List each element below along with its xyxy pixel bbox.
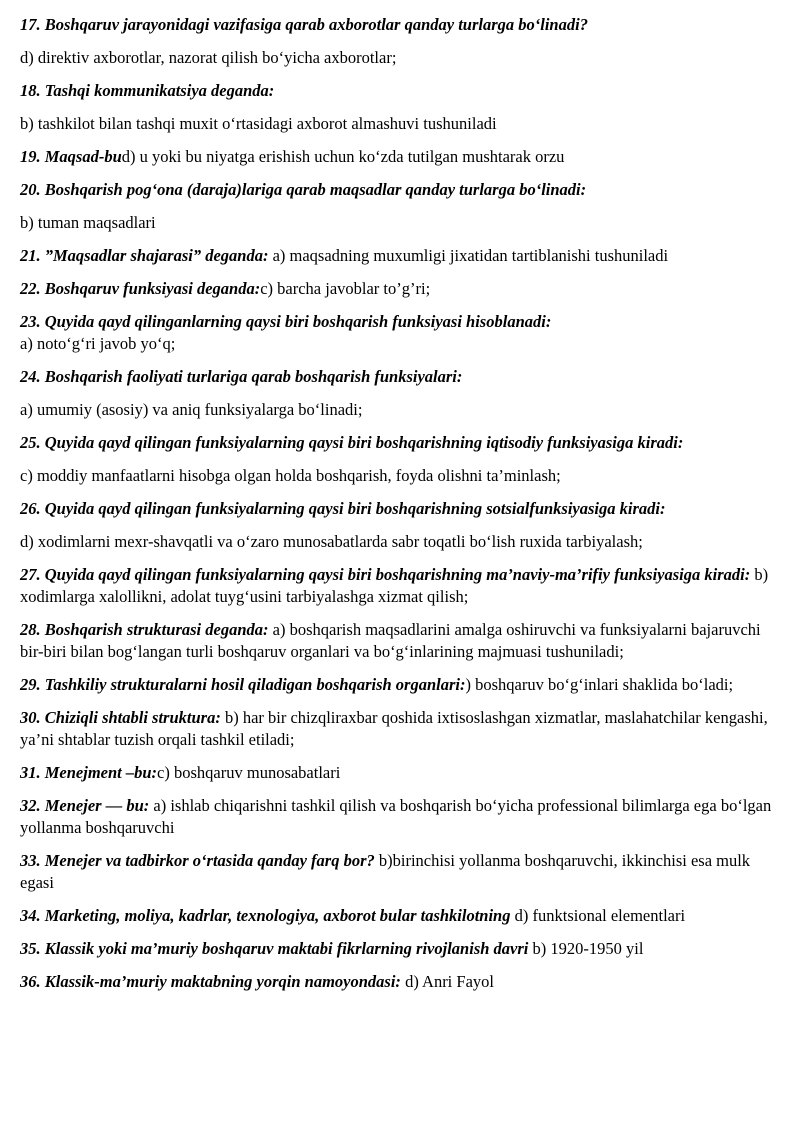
document-page bbox=[20, 14, 788, 993]
paragraph-spacer bbox=[20, 784, 788, 795]
question-text: 35. Klassik yoki ma’muriy boshqaruv maktabi fikrlarning rivojlanish davri bbox=[20, 939, 529, 958]
answer-text: ) boshqaruv bo‘g‘inlari shaklida bo‘ladi; bbox=[465, 675, 734, 694]
paragraph-spacer bbox=[20, 663, 788, 674]
answer-text: b) xodimlarga xalollikni, adolat tuyg‘usini tarbiyalashga xizmat qilish; bbox=[20, 565, 769, 606]
question-text: 19. Maqsad-bu bbox=[20, 147, 122, 166]
question-text: 18. Tashqi kommunikatsiya deganda: bbox=[20, 81, 275, 100]
answer-text: d) direktiv axborotlar, nazorat qilish bo‘yicha axborotlar; bbox=[20, 48, 397, 67]
paragraph-spacer bbox=[20, 267, 788, 278]
paragraph-spacer bbox=[20, 751, 788, 762]
answer-text: a) noto‘g‘ri javob yo‘q; bbox=[20, 334, 176, 353]
question-paragraph bbox=[20, 146, 788, 168]
question-paragraph bbox=[20, 674, 788, 696]
question-paragraph bbox=[20, 971, 788, 993]
answer-text: d) u yoki bu niyatga erishish uchun ko‘zda tutilgan mushtarak orzu bbox=[121, 147, 565, 166]
question-text: 21. ”Maqsadlar shajarasi” deganda: bbox=[20, 246, 269, 265]
answer-text: d) xodimlarni mexr-shavqatli va o‘zaro munosabatlarda sabr toqatli bo‘lish ruxida tarbiyalash; bbox=[20, 532, 643, 551]
question-text: 34. Marketing, moliya, kadrlar, texnologiya, axborot bular tashkilotning bbox=[20, 906, 511, 925]
question-paragraph bbox=[20, 80, 788, 102]
question-paragraph bbox=[20, 795, 788, 839]
question-paragraph bbox=[20, 432, 788, 454]
question-paragraph bbox=[20, 278, 788, 300]
paragraph-spacer bbox=[20, 102, 788, 113]
question-paragraph bbox=[20, 179, 788, 201]
answer-paragraph bbox=[20, 399, 788, 421]
question-paragraph bbox=[20, 245, 788, 267]
question-paragraph bbox=[20, 14, 788, 36]
answer-text: c) barcha javoblar to’g’ri; bbox=[260, 279, 431, 298]
paragraph-spacer bbox=[20, 927, 788, 938]
answer-paragraph bbox=[20, 113, 788, 135]
question-paragraph bbox=[20, 564, 788, 608]
paragraph-spacer bbox=[20, 135, 788, 146]
answer-text: d) funktsional elementlari bbox=[510, 906, 686, 925]
paragraph-spacer bbox=[20, 454, 788, 465]
paragraph-spacer bbox=[20, 421, 788, 432]
answer-text: a) maqsadning muxumligi jixatidan tartiblanishi tushuniladi bbox=[268, 246, 669, 265]
answer-text: c) boshqaruv munosabatlari bbox=[157, 763, 341, 782]
question-text: 28. Boshqarish strukturasi deganda: bbox=[20, 620, 269, 639]
answer-text: a) boshqarish maqsadlarini amalga oshiruvchi va funksiyalarni bajaruvchi bir-biri bilan bog‘langan turli boshqaruv organlari va bo‘g‘inlarining majmuasi tushuniladi; bbox=[20, 620, 761, 661]
question-text: 36. Klassik-ma’muriy maktabning yorqin namoyondasi: bbox=[20, 972, 401, 991]
question-paragraph bbox=[20, 311, 788, 355]
question-text: 32. Menejer — bu: bbox=[20, 796, 150, 815]
question-paragraph bbox=[20, 707, 788, 751]
question-text: 24. Boshqarish faoliyati turlariga qarab boshqarish funksiyalari: bbox=[20, 367, 463, 386]
paragraph-spacer bbox=[20, 388, 788, 399]
paragraph-spacer bbox=[20, 300, 788, 311]
paragraph-spacer bbox=[20, 168, 788, 179]
paragraph-spacer bbox=[20, 355, 788, 366]
question-text: 29. Tashkiliy strukturalarni hosil qiladigan boshqarish organlari: bbox=[20, 675, 466, 694]
question-text: 27. Quyida qayd qilingan funksiyalarning qaysi biri boshqarishning ma’naviy-ma’rifiy funksiyasiga kiradi: bbox=[20, 565, 751, 584]
question-paragraph bbox=[20, 366, 788, 388]
question-paragraph bbox=[20, 938, 788, 960]
paragraph-spacer bbox=[20, 520, 788, 531]
answer-paragraph bbox=[20, 212, 788, 234]
question-text: 17. Boshqaruv jarayonidagi vazifasiga qarab axborotlar qanday turlarga bo‘linadi? bbox=[20, 15, 588, 34]
paragraph-spacer bbox=[20, 839, 788, 850]
paragraph-spacer bbox=[20, 487, 788, 498]
question-paragraph bbox=[20, 498, 788, 520]
paragraph-spacer bbox=[20, 69, 788, 80]
question-paragraph bbox=[20, 905, 788, 927]
answer-paragraph bbox=[20, 531, 788, 553]
question-text: 26. Quyida qayd qilingan funksiyalarning qaysi biri boshqarishning sotsialfunksiyasiga kiradi: bbox=[20, 499, 666, 518]
answer-text: b) 1920-1950 yil bbox=[528, 939, 644, 958]
paragraph-spacer bbox=[20, 553, 788, 564]
paragraph-spacer bbox=[20, 608, 788, 619]
question-text: 22. Boshqaruv funksiyasi deganda: bbox=[20, 279, 261, 298]
question-paragraph bbox=[20, 850, 788, 894]
paragraph-spacer bbox=[20, 894, 788, 905]
paragraph-spacer bbox=[20, 36, 788, 47]
question-text: 31. Menejment –bu: bbox=[20, 763, 158, 782]
question-list bbox=[20, 14, 788, 993]
question-paragraph bbox=[20, 762, 788, 784]
answer-text: b)birinchisi yollanma boshqaruvchi, ikkinchisi esa mulk egasi bbox=[20, 851, 751, 892]
paragraph-spacer bbox=[20, 960, 788, 971]
question-paragraph bbox=[20, 619, 788, 663]
question-text: 25. Quyida qayd qilingan funksiyalarning qaysi biri boshqarishning iqtisodiy funksiyasiga kiradi: bbox=[20, 433, 684, 452]
question-text: 33. Menejer va tadbirkor o‘rtasida qanday farq bor? bbox=[20, 851, 375, 870]
answer-paragraph bbox=[20, 47, 788, 69]
answer-text: a) ishlab chiqarishni tashkil qilish va boshqarish bo‘yicha professional bilimlarga ega bo‘lgan yollanma boshqaruvchi bbox=[20, 796, 772, 837]
answer-paragraph bbox=[20, 465, 788, 487]
answer-text: b) tashkilot bilan tashqi muxit o‘rtasidagi axborot almashuvi tushuniladi bbox=[20, 114, 497, 133]
paragraph-spacer bbox=[20, 201, 788, 212]
paragraph-spacer bbox=[20, 696, 788, 707]
answer-text: a) umumiy (asosiy) va aniq funksiyalarga bo‘linadi; bbox=[20, 400, 363, 419]
question-text: 30. Chiziqli shtabli struktura: bbox=[20, 708, 221, 727]
answer-text: c) moddiy manfaatlarni hisobga olgan holda boshqarish, foyda olishni ta’minlash; bbox=[20, 466, 561, 485]
paragraph-spacer bbox=[20, 234, 788, 245]
question-text: 20. Boshqarish pog‘ona (daraja)lariga qarab maqsadlar qanday turlarga bo‘linadi: bbox=[20, 180, 587, 199]
answer-text: b) har bir chizqliraxbar qoshida ixtisoslashgan xizmatlar, maslahatchilar kengashi, ya’ni shtablar tuzish orqali tashkil etiladi; bbox=[20, 708, 768, 749]
answer-text: d) Anri Fayol bbox=[400, 972, 494, 991]
answer-text: b) tuman maqsadlari bbox=[20, 213, 156, 232]
question-text: 23. Quyida qayd qilinganlarning qaysi biri boshqarish funksiyasi hisoblanadi: bbox=[20, 312, 552, 331]
